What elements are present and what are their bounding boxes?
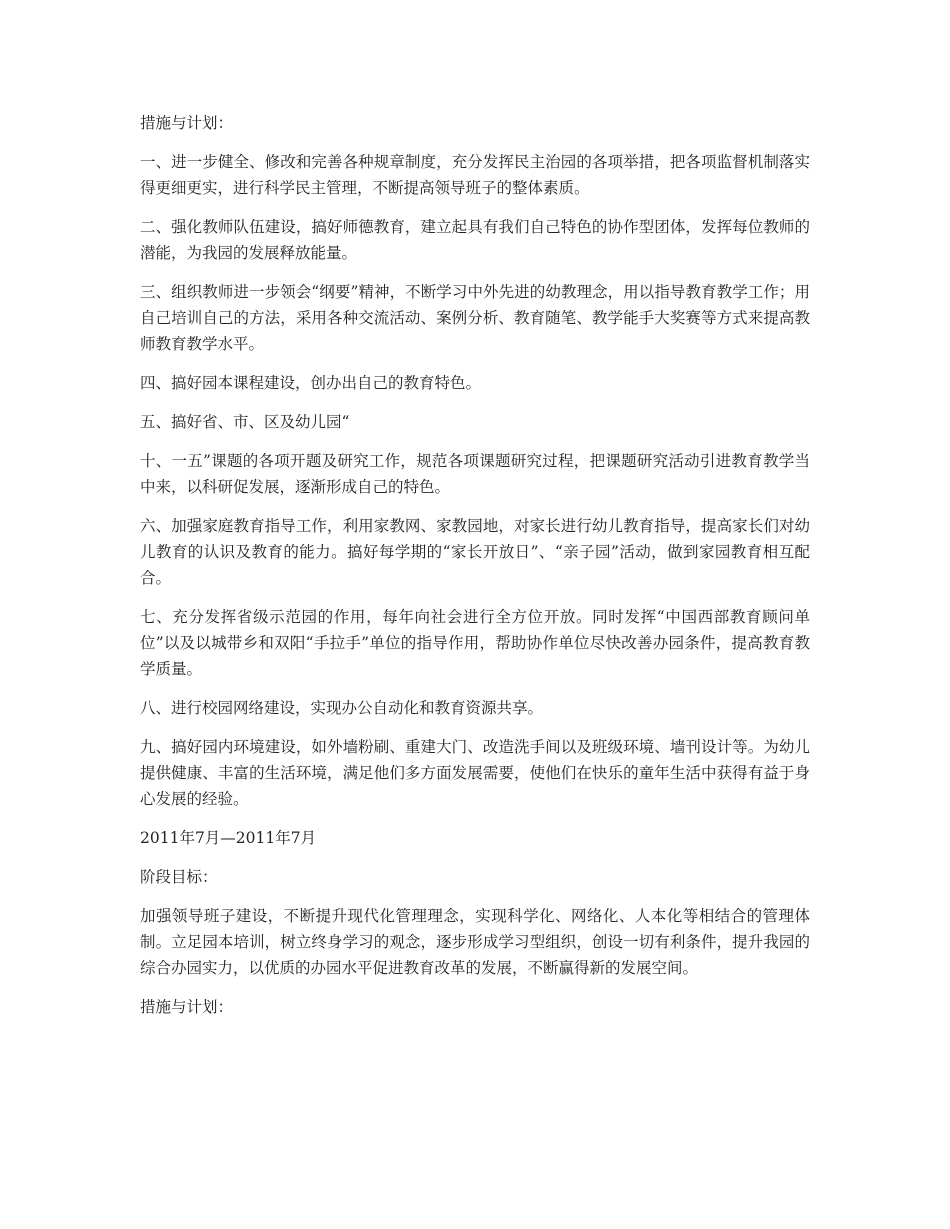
paragraph-item-1: 一、进一步健全、修改和完善各种规章制度，充分发挥民主治园的各项举措，把各项监督机制落实得更细更实，进行科学民主管理，不断提高领导班子的整体素质。 <box>140 153 810 197</box>
document-page <box>140 110 810 1033</box>
paragraph-item-2: 二、强化教师队伍建设，搞好师德教育，建立起具有我们自己特色的协作型团体，发挥每位教师的潜能，为我园的发展释放能量。 <box>140 218 810 262</box>
heading-measures-plan-2: 措施与计划： <box>140 998 234 1016</box>
date-range: 2011年7月—2011年7月 <box>140 829 317 847</box>
heading-measures-plan: 措施与计划： <box>140 114 234 132</box>
paragraph-item-7: 七、充分发挥省级示范园的作用，每年向社会进行全方位开放。同时发挥“中国西部教育顾问单位”以及以城带乡和双阳“手拉手”单位的指导作用，帮助协作单位尽快改善办园条件，提高教育教学质量。 <box>140 608 810 678</box>
paragraph-item-5: 五、搞好省、市、区及幼儿园“ <box>140 413 350 431</box>
paragraph-item-5-continued: 十、一五”课题的各项开题及研究工作，规范各项课题研究过程，把课题研究活动引进教育教学当中来，以科研促发展，逐渐形成自己的特色。 <box>140 452 810 496</box>
paragraph-item-8: 八、进行校园网络建设，实现办公自动化和教育资源共享。 <box>140 699 544 717</box>
heading-stage-goal: 阶段目标： <box>140 868 218 886</box>
paragraph-item-3: 三、组织教师进一步领会“纲要”精神，不断学习中外先进的幼教理念，用以指导教育教学工作；用自己培训自己的方法，采用各种交流活动、案例分析、教育随笔、教学能手大奖赛等方式来提高教师教育教学水平。 <box>140 283 810 353</box>
paragraph-item-4: 四、搞好园本课程建设，创办出自己的教育特色。 <box>140 374 482 392</box>
paragraph-item-6: 六、加强家庭教育指导工作，利用家教网、家教园地，对家长进行幼儿教育指导，提高家长们对幼儿教育的认识及教育的能力。搞好每学期的“家长开放日”、“亲子园”活动，做到家园教育相互配合。 <box>140 517 810 587</box>
paragraph-item-9: 九、搞好园内环境建设，如外墙粉刷、重建大门、改造洗手间以及班级环境、墙刊设计等。为幼儿提供健康、丰富的生活环境，满足他们多方面发展需要，使他们在快乐的童年生活中获得有益于身心发展的经验。 <box>140 738 810 808</box>
paragraph-stage-goal: 加强领导班子建设，不断提升现代化管理理念，实现科学化、网络化、人本化等相结合的管理体制。立足园本培训，树立终身学习的观念，逐步形成学习型组织，创设一切有利条件，提升我园的综合办园实力，以优质的办园水平促进教育改革的发展，不断赢得新的发展空间。 <box>140 907 810 977</box>
